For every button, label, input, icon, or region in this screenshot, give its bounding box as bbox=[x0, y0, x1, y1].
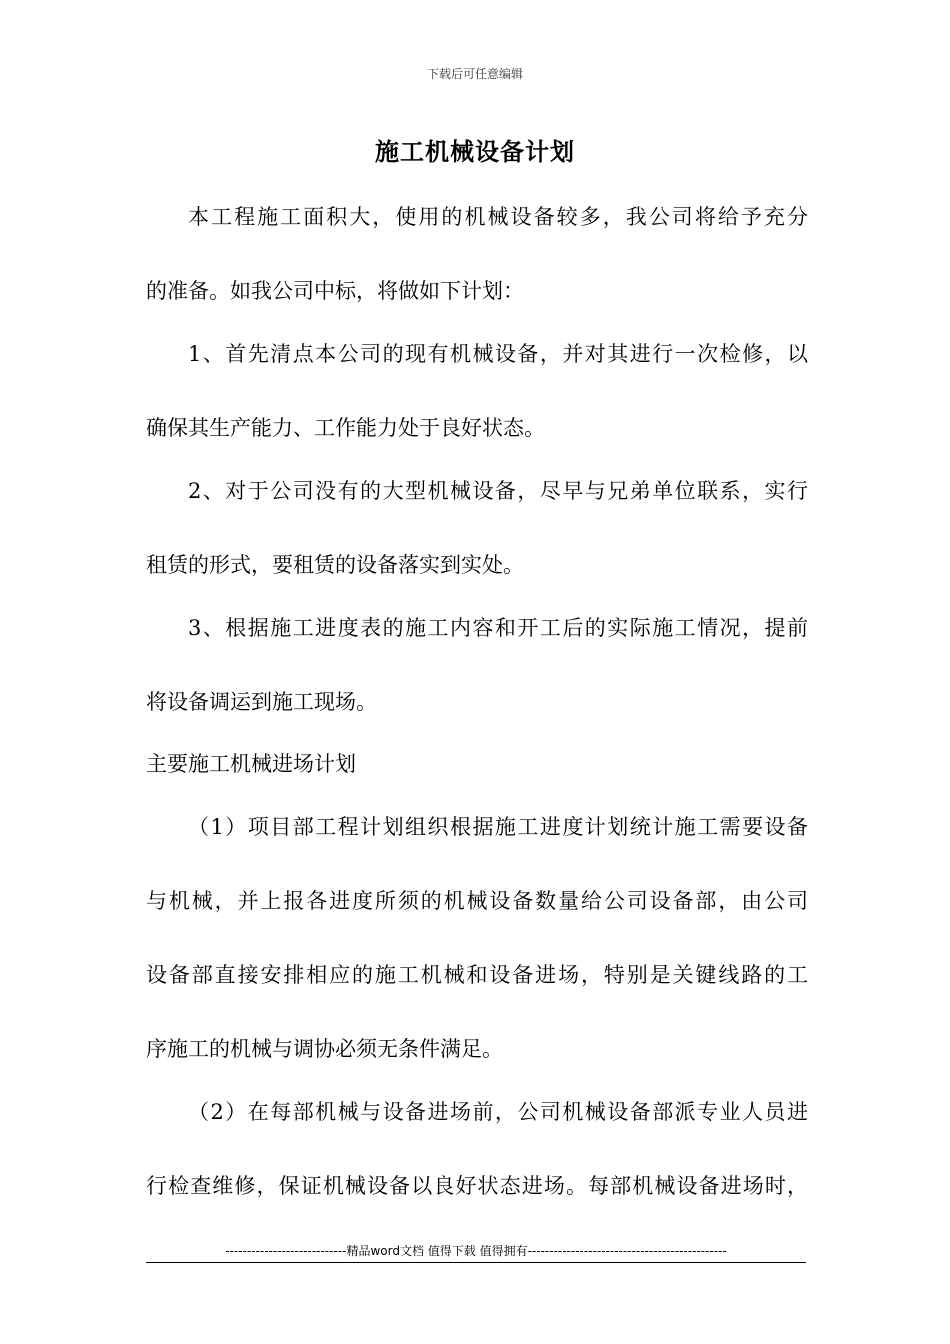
document-title: 施工机械设备计划 bbox=[375, 137, 575, 166]
footer-text: ----------------------------精品word文档 值得下载 值得拥有---------------------------------------------- bbox=[225, 1244, 727, 1258]
paragraph-line: 的准备。如我公司中标，将做如下计划： bbox=[146, 279, 524, 303]
header-note: 下载后可任意编辑 bbox=[426, 67, 523, 81]
paragraph-line: 租赁的形式，要租赁的设备落实到实处。 bbox=[146, 553, 524, 577]
paragraph-line: 3、根据施工进度表的施工内容和开工后的实际施工情况，提前 bbox=[188, 616, 808, 640]
paragraph-line: 设备部直接安排相应的施工机械和设备进场，特别是关键线路的工 bbox=[146, 963, 808, 987]
paragraph-line: 2、对于公司没有的大型机械设备，尽早与兄弟单位联系，实行 bbox=[188, 479, 808, 503]
paragraph-line: 将设备调运到施工现场。 bbox=[146, 690, 377, 714]
section-heading: 主要施工机械进场计划 bbox=[146, 752, 356, 776]
paragraph-line: 本工程施工面积大，使用的机械设备较多，我公司将给予充分 bbox=[188, 205, 808, 229]
paragraph-line: （1）项目部工程计划组织根据施工进度计划统计施工需要设备 bbox=[188, 815, 808, 839]
footer-rule bbox=[146, 1262, 806, 1263]
paragraph-line: （2）在每部机械与设备进场前，公司机械设备部派专业人员进 bbox=[188, 1100, 808, 1124]
paragraph-line: 确保其生产能力、工作能力处于良好状态。 bbox=[146, 416, 545, 440]
paragraph-line: 行检查维修，保证机械设备以良好状态进场。每部机械设备进场时， bbox=[146, 1174, 808, 1198]
paragraph-line: 与机械，并上报各进度所须的机械设备数量给公司设备部，由公司 bbox=[146, 889, 808, 913]
paragraph-line: 1、首先清点本公司的现有机械设备，并对其进行一次检修，以 bbox=[188, 342, 808, 366]
paragraph-line: 序施工的机械与调协必须无条件满足。 bbox=[146, 1037, 503, 1061]
